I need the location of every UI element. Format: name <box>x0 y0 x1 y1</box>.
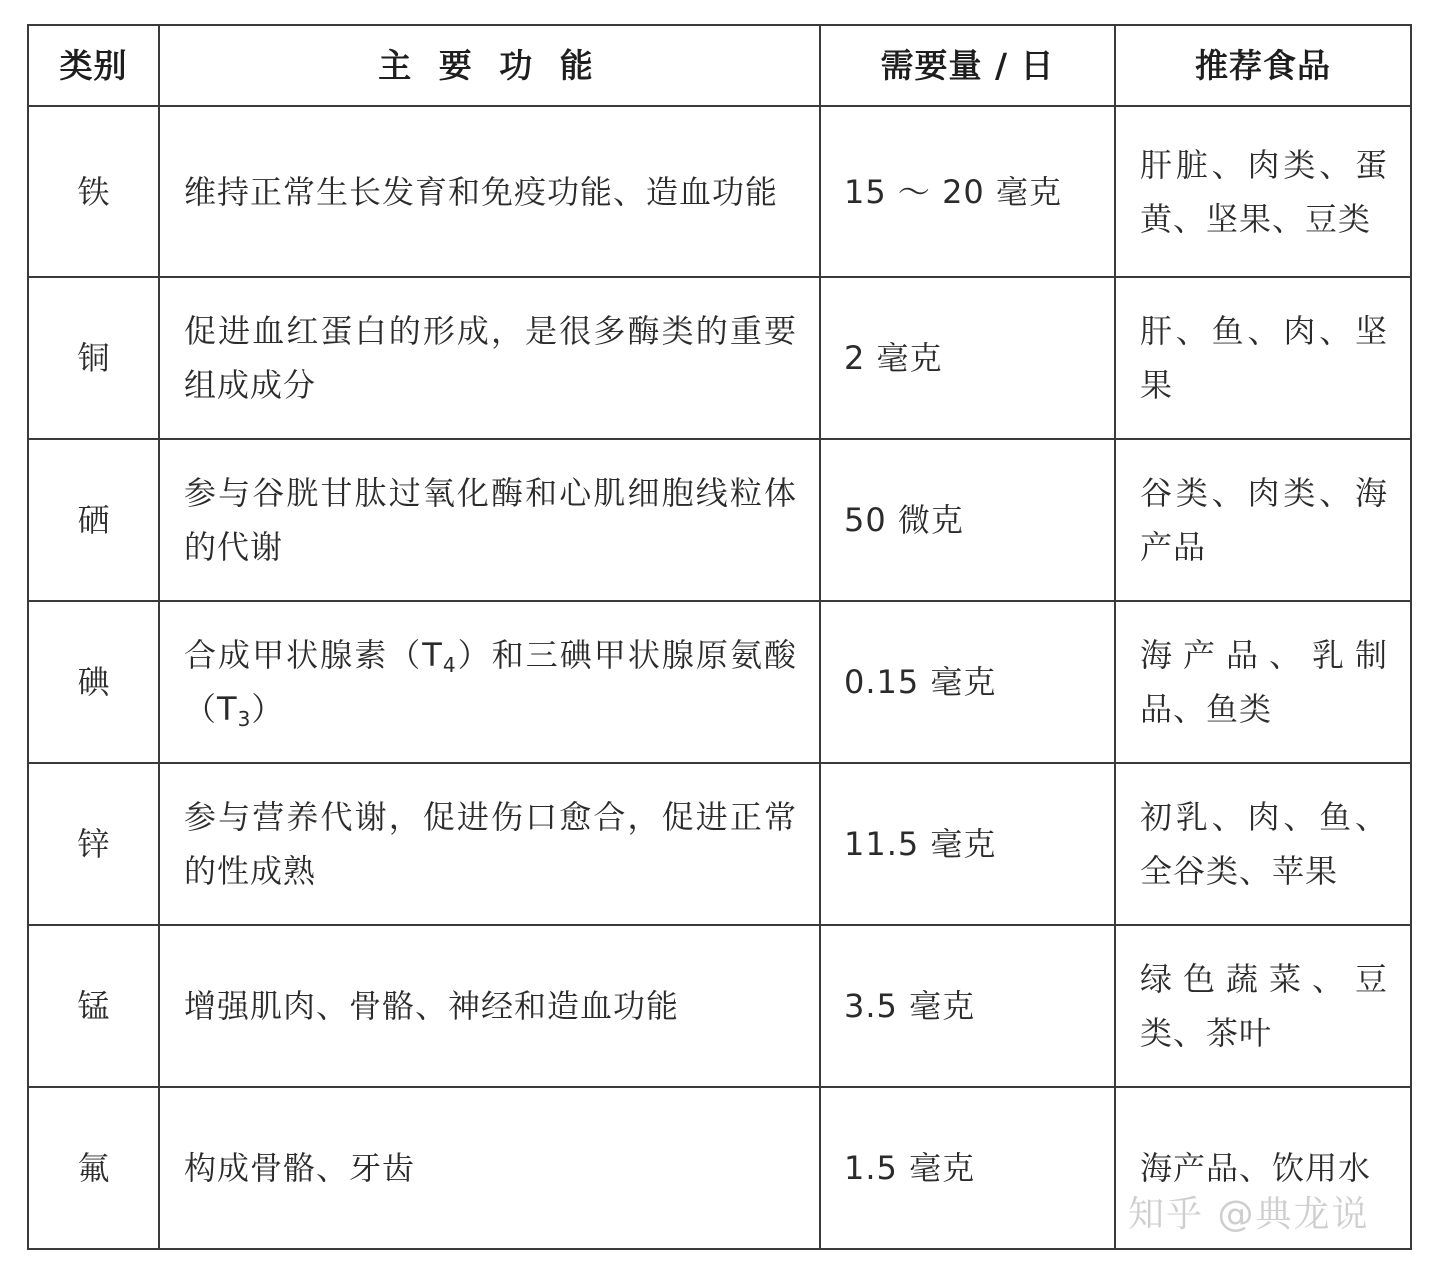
nutrition-table-container <box>27 24 1410 1250</box>
cell-category: 氟 <box>28 1087 159 1249</box>
cell-function: 增强肌肉、骨骼、神经和造血功能 <box>159 925 820 1087</box>
cell-function: 参与营养代谢，促进伤口愈合，促进正常的性成熟 <box>159 763 820 925</box>
header-food: 推荐食品 <box>1115 25 1411 106</box>
subscript: 4 <box>442 653 457 677</box>
cell-category: 硒 <box>28 439 159 601</box>
function-text-part: 合成甲状腺素（T <box>184 636 443 674</box>
cell-amount: 15 ～ 20 毫克 <box>820 106 1115 277</box>
table-row <box>28 277 1411 439</box>
cell-function <box>159 601 820 763</box>
cell-amount: 0.15 毫克 <box>820 601 1115 763</box>
cell-amount: 11.5 毫克 <box>820 763 1115 925</box>
cell-food: 绿色蔬菜、豆类、茶叶 <box>1115 925 1411 1087</box>
table-row <box>28 1087 1411 1249</box>
function-text-part: ）和三碘甲状腺原氨酸（T <box>184 636 797 728</box>
table-row <box>28 601 1411 763</box>
header-category: 类别 <box>28 25 159 106</box>
table-header <box>28 25 1411 106</box>
cell-food: 谷类、肉类、海产品 <box>1115 439 1411 601</box>
cell-amount: 3.5 毫克 <box>820 925 1115 1087</box>
function-text-part: ） <box>251 690 285 728</box>
trace-elements-table <box>27 24 1412 1250</box>
cell-amount: 50 微克 <box>820 439 1115 601</box>
cell-category: 铁 <box>28 106 159 277</box>
subscript: 3 <box>237 707 252 731</box>
cell-function: 维持正常生长发育和免疫功能、造血功能 <box>159 106 820 277</box>
header-row <box>28 25 1411 106</box>
cell-category: 铜 <box>28 277 159 439</box>
cell-amount: 2 毫克 <box>820 277 1115 439</box>
cell-food: 肝、鱼、肉、坚果 <box>1115 277 1411 439</box>
cell-food: 肝脏、肉类、蛋黄、坚果、豆类 <box>1115 106 1411 277</box>
table-row <box>28 763 1411 925</box>
cell-category: 锌 <box>28 763 159 925</box>
cell-category: 碘 <box>28 601 159 763</box>
cell-amount: 1.5 毫克 <box>820 1087 1115 1249</box>
cell-food: 初乳、肉、鱼、全谷类、苹果 <box>1115 763 1411 925</box>
table-row <box>28 925 1411 1087</box>
zhihu-watermark: 知乎 @典龙说 <box>1128 1194 1370 1235</box>
cell-category: 锰 <box>28 925 159 1087</box>
header-amount: 需要量 / 日 <box>820 25 1115 106</box>
table-body <box>28 106 1411 1249</box>
cell-function: 构成骨骼、牙齿 <box>159 1087 820 1249</box>
cell-food: 海产品、饮用水 <box>1115 1087 1411 1249</box>
table-row <box>28 439 1411 601</box>
cell-food: 海产品、乳制品、鱼类 <box>1115 601 1411 763</box>
cell-function: 促进血红蛋白的形成，是很多酶类的重要组成成分 <box>159 277 820 439</box>
header-function: 主 要 功 能 <box>159 25 820 106</box>
cell-function: 参与谷胱甘肽过氧化酶和心肌细胞线粒体的代谢 <box>159 439 820 601</box>
table-row <box>28 106 1411 277</box>
